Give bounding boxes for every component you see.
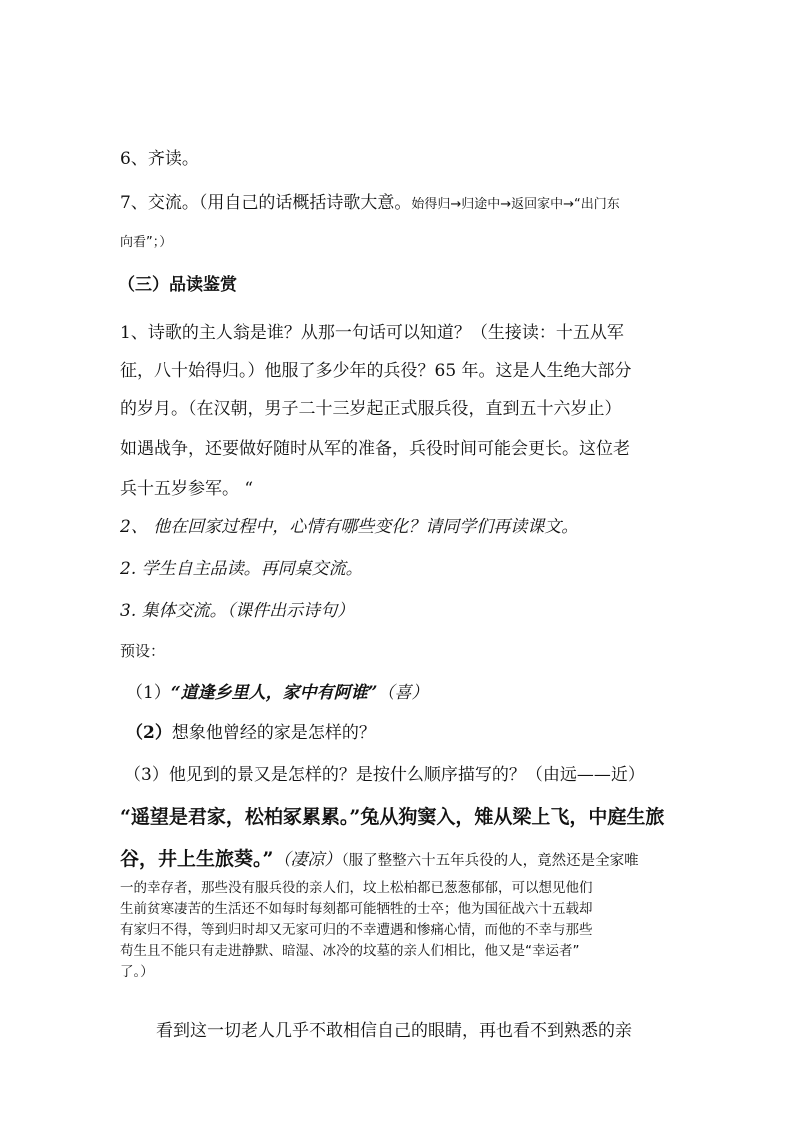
poem-note	[120, 878, 680, 983]
step-student-reading: 2. 学生自主品读。再同桌交流。	[120, 559, 363, 579]
poem-note-line: 了。）	[120, 964, 154, 980]
poem-note-line: 一的幸存者，那些没有服兵役的亲人们，坟上松柏都已葱葱郁郁，可以想见他们	[120, 880, 593, 896]
question-2: 2、 他在回家过程中，心情有哪些变化？请同学们再读课文。	[120, 517, 579, 537]
poem-line-2	[120, 848, 639, 872]
paragraph-1-line-1: 1、诗歌的主人翁是谁？从那一句话可以知道？（生接读：十五从军	[120, 323, 624, 343]
preset-label: 预设：	[120, 642, 166, 660]
preset-item-2-text: 想象他曾经的家是怎样的？	[171, 723, 376, 743]
step-6: 6、齐读。	[120, 149, 199, 169]
step-7	[120, 192, 620, 216]
paragraph-1-line-2: 征，八十始得归。）他服了多少年的兵役？65 年。这是人生绝大部分	[120, 361, 632, 381]
poem-note-line: 苟生且不能只有走进静默、暗湿、冰冷的坟墓的亲人们相比，他又是“幸运者”	[120, 943, 580, 959]
poem-line-2-text: 谷，井上生旅葵。”	[120, 848, 274, 870]
poem-note-line: 生前贫寒凄苦的生活还不如每时每刻都可能牺牲的士卒；他为国征战六十五载却	[120, 901, 593, 917]
poem-line-1: “遥望是君家，松柏冢累累。”兔从狗窦入，雉从梁上飞，中庭生旅	[120, 806, 665, 828]
step-7-summary: 始得归→归途中→返回家中→“出门东	[411, 197, 620, 212]
preset-item-3: （3）他见到的景又是怎样的？是按什么顺序描写的？（由远——近）	[124, 765, 645, 785]
poem-note-line: 有家归不得，等到归时却又无家可归的不幸遭遇和惨痛心情，而他的不幸与那些	[120, 922, 593, 938]
section-heading: （三）品读鉴赏	[118, 275, 237, 295]
paragraph-1-line-5: 兵十五岁参军。 “	[120, 479, 254, 499]
step-group-exchange: 3. 集体交流。（课件出示诗句）	[120, 601, 355, 621]
preset-item-1-emotion: （喜）	[377, 683, 429, 703]
step-7-summary-cont: 向看”；）	[120, 235, 173, 250]
step-7-text: 7、交流。（用自己的话概括诗歌大意。	[120, 193, 412, 213]
poem-emotion: （凄凉）	[273, 850, 342, 870]
poem-note-start: （服了整整六十五年兵役的人，竟然还是全家唯	[341, 853, 639, 869]
preset-item-2-number: （2）	[126, 723, 172, 743]
paragraph-1-line-3: 的岁月。（在汉朝，男子二十三岁起正式服兵役，直到五十六岁止）	[120, 399, 622, 419]
preset-item-2	[126, 722, 376, 744]
closing-paragraph: 看到这一切老人几乎不敢相信自己的眼睛，再也看不到熟悉的亲	[156, 1021, 632, 1041]
preset-item-1-number: （1）	[126, 683, 171, 703]
preset-item-1-quote: “道逢乡里人，家中有阿谁”	[170, 683, 378, 703]
paragraph-1-line-4: 如遇战争，还要做好随时从军的准备，兵役时间可能会更长。这位老	[120, 439, 630, 459]
preset-item-1	[126, 682, 428, 704]
